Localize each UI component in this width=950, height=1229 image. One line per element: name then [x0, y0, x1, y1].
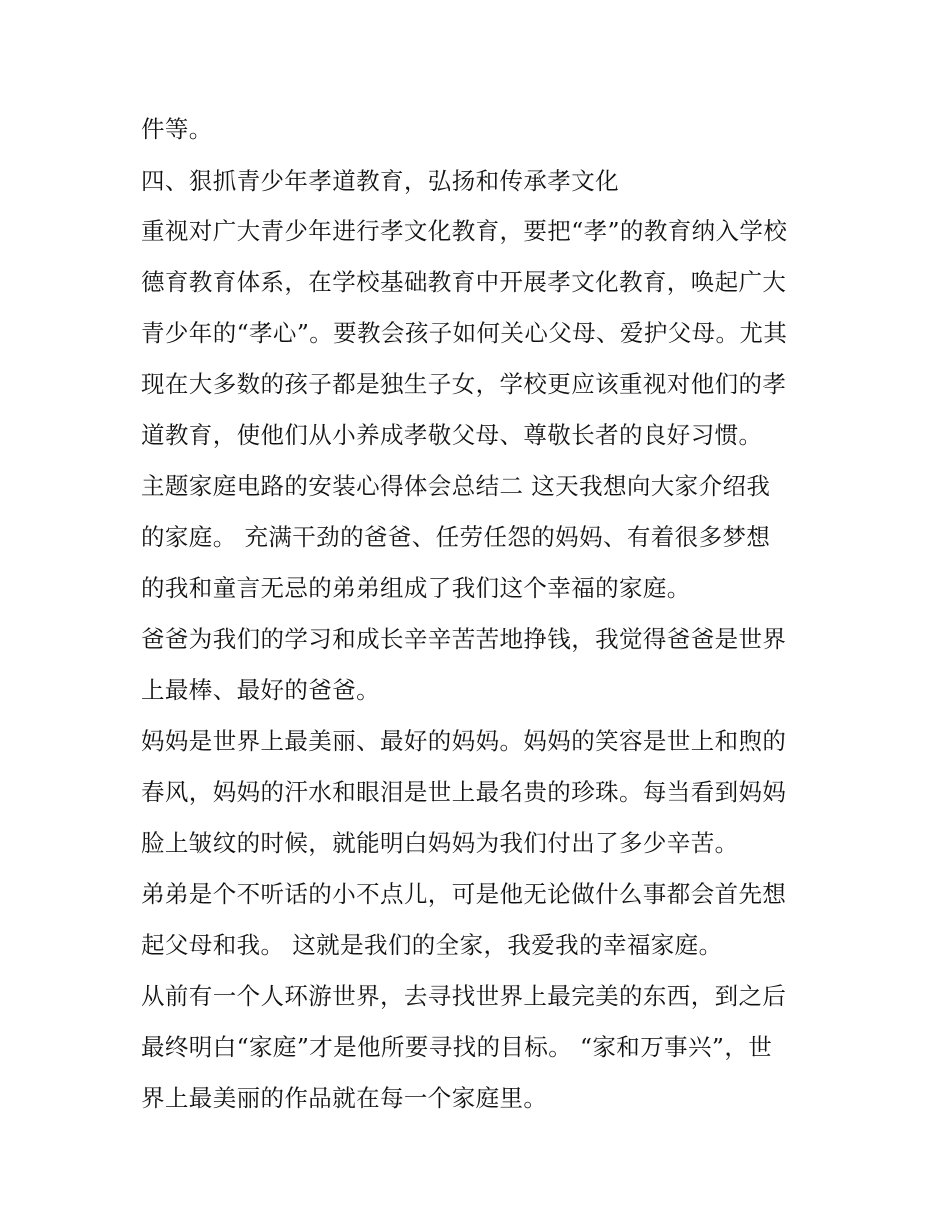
text-line: 脸上皱纹的时候，就能明白妈妈为我们付出了多少辛苦。: [141, 829, 739, 857]
text-line: 最终明白“家庭”才是他所要寻找的目标。 “家和万事兴”，世: [141, 1033, 773, 1061]
text-line: 起父母和我。 这就是我们的全家，我爱我的幸福家庭。: [141, 931, 723, 959]
text-line: 春风，妈妈的汗水和眼泪是世上最名贵的珍珠。每当看到妈妈: [141, 778, 787, 806]
text-line: 弟弟是个不听话的小不点儿，可是他无论做什么事都会首先想: [141, 880, 787, 908]
text-line: 主题家庭电路的安装心得体会总结二 这天我想向大家介绍我: [141, 472, 771, 500]
text-line: 德育教育体系，在学校基础教育中开展孝文化教育，唤起广大: [141, 268, 787, 296]
text-line: 界上最美丽的作品就在每一个家庭里。: [141, 1084, 548, 1112]
text-line: 道教育，使他们从小养成孝敬父母、尊敬长者的良好习惯。: [141, 421, 763, 449]
text-line: 现在大多数的孩子都是独生子女，学校更应该重视对他们的孝: [141, 370, 787, 398]
text-line: 上最棒、最好的爸爸。: [141, 676, 380, 704]
section-heading: 四、狠抓青少年孝道教育，弘扬和传承孝文化: [141, 167, 619, 195]
text-line: 从前有一个人环游世界，去寻找世界上最完美的东西，到之后: [141, 982, 787, 1010]
text-line: 的家庭。 充满干劲的爸爸、任劳任怨的妈妈、有着很多梦想: [141, 523, 771, 551]
text-line: 的我和童言无忌的弟弟组成了我们这个幸福的家庭。: [141, 574, 691, 602]
text-line: 重视对广大青少年进行孝文化教育，要把“孝”的教育纳入学校: [141, 217, 788, 245]
text-line: 件等。: [141, 115, 213, 143]
text-line: 青少年的“孝心”。要教会孩子如何关心父母、爱护父母。尤其: [141, 319, 788, 347]
text-line: 爸爸为我们的学习和成长辛辛苦苦地挣钱，我觉得爸爸是世界: [141, 625, 787, 653]
text-line: 妈妈是世界上最美丽、最好的妈妈。妈妈的笑容是世上和煦的: [141, 727, 787, 755]
